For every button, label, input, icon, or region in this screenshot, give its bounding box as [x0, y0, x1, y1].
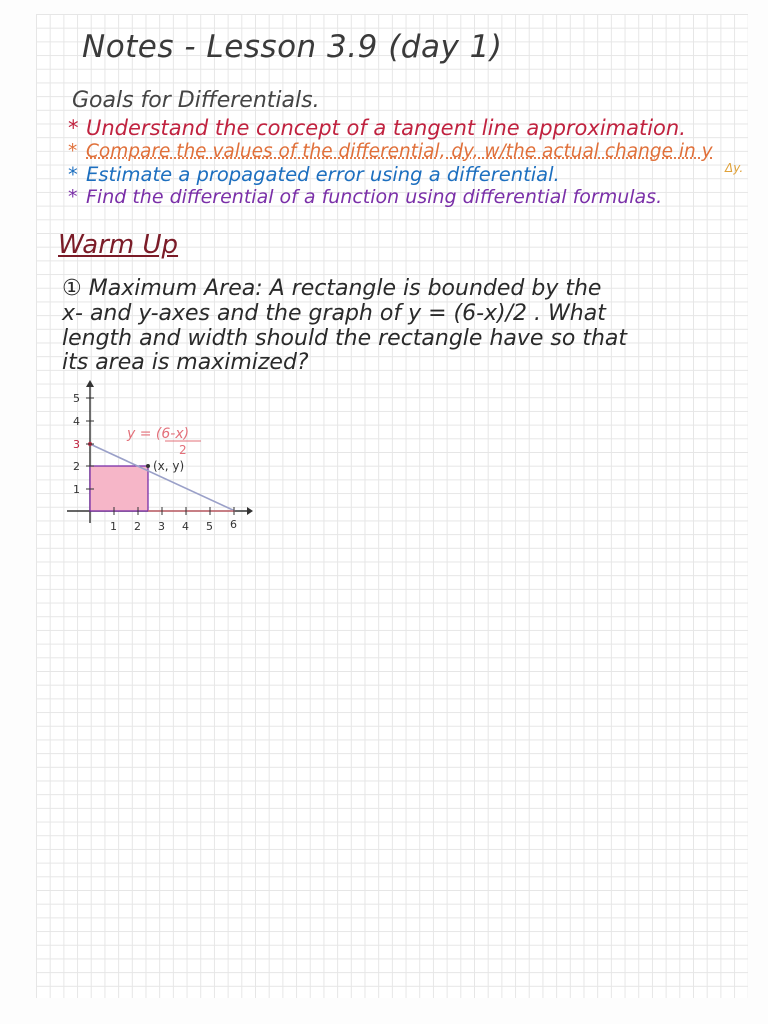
bullet-icon: *: [68, 163, 78, 186]
equation-label: y = (6-x): [127, 426, 190, 442]
warmup-heading: Warm Up: [58, 230, 179, 260]
y-axis-arrow-icon: [86, 380, 94, 387]
y-tick-label: 1: [73, 483, 80, 496]
page-title: Notes - Lesson 3.9 (day 1): [82, 29, 503, 65]
x-tick-label: 1: [110, 520, 117, 533]
bullet-icon: *: [68, 141, 78, 162]
y-tick-label: 2: [73, 460, 80, 473]
bullet-icon: *: [68, 186, 78, 208]
area-graph: [55, 378, 255, 543]
goal-item: [68, 143, 713, 162]
bullet-icon: *: [68, 116, 79, 140]
equation-denominator: 2: [179, 443, 187, 457]
inscribed-rectangle: [90, 466, 148, 511]
x-tick-label: 3: [158, 520, 165, 533]
goal-text: Compare the values of the differential, dy, w/the actual change in y: [86, 141, 713, 162]
question-line: its area is maximized?: [62, 350, 309, 375]
question-line: [62, 278, 601, 300]
y-tick-label: 5: [73, 392, 80, 405]
question-line: length and width should the rectangle have so that: [62, 326, 628, 351]
question-number: ①: [62, 276, 82, 301]
x-tick-label: 5: [206, 520, 213, 533]
point-label: (x, y): [153, 459, 185, 473]
question-text: Maximum Area: A rectangle is bounded by the: [88, 276, 602, 301]
goal-text: Find the differential of a function using differential formulas.: [86, 186, 663, 208]
y-tick-label: 3: [73, 438, 80, 451]
goal-item: [68, 165, 560, 185]
y-tick-label: 4: [73, 415, 80, 428]
point-marker: [146, 464, 150, 468]
goal-text: Estimate a propagated error using a differential.: [86, 163, 560, 186]
question-line: x- and y-axes and the graph of y = (6-x)/2 . What: [62, 301, 606, 326]
goals-heading: Goals for Differentials.: [72, 88, 320, 113]
x-axis-arrow-icon: [247, 507, 253, 515]
x-tick-label: 2: [134, 520, 141, 533]
goal-text: Understand the concept of a tangent line approximation.: [86, 116, 686, 140]
x-tick-label: 4: [182, 520, 189, 533]
goal-item: [68, 188, 662, 207]
dy-note: Δy.: [725, 161, 744, 175]
x-tick-label: 6: [230, 518, 237, 531]
goal-item: [68, 118, 686, 139]
